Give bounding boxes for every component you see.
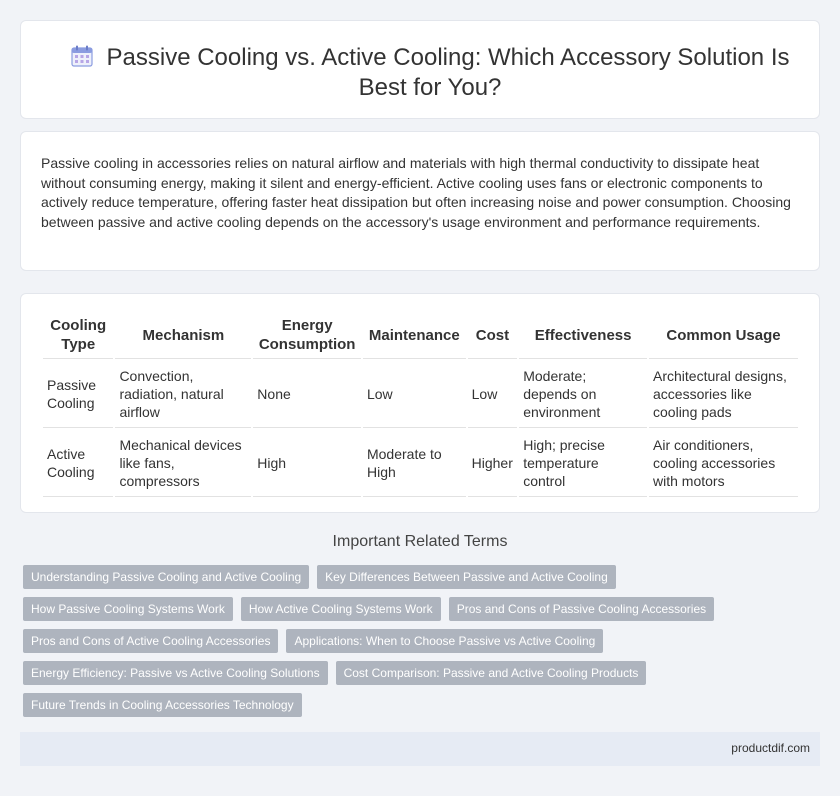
table-header: Cooling Type (43, 312, 113, 359)
related-terms-tags (23, 565, 723, 725)
related-term-tag[interactable]: Energy Efficiency: Passive vs Active Cooling Solutions (23, 661, 328, 685)
table-cell: Moderate; depends on environment (519, 361, 647, 428)
tag-row (23, 565, 723, 589)
page-title (61, 43, 799, 103)
table-header: Maintenance (363, 312, 466, 359)
related-term-tag[interactable]: Cost Comparison: Passive and Active Cooling Products (336, 661, 647, 685)
table-header: Common Usage (649, 312, 798, 359)
tag-row (23, 597, 723, 621)
comparison-table (41, 310, 800, 499)
footer-site-link[interactable]: productdif.com (731, 741, 810, 755)
related-term-tag[interactable]: How Active Cooling Systems Work (241, 597, 441, 621)
related-term-tag[interactable]: Understanding Passive Cooling and Active Cooling (23, 565, 309, 589)
title-text: Passive Cooling vs. Active Cooling: Which Accessory Solution Is Best for You? (106, 44, 790, 101)
table-row (43, 430, 798, 497)
table-header: Energy Consumption (253, 312, 361, 359)
related-terms-title: Important Related Terms (332, 533, 508, 550)
table-cell: None (253, 361, 361, 428)
table-header: Cost (468, 312, 518, 359)
table-cell: High (253, 430, 361, 497)
tag-row (23, 661, 723, 685)
table-cell: Architectural designs, accessories like cooling pads (649, 361, 798, 428)
table-cell: Higher (468, 430, 518, 497)
related-term-tag[interactable]: Applications: When to Choose Passive vs Active Cooling (286, 629, 603, 653)
related-term-tag[interactable]: Pros and Cons of Active Cooling Accessories (23, 629, 278, 653)
related-term-tag[interactable]: How Passive Cooling Systems Work (23, 597, 233, 621)
table-row (43, 361, 798, 428)
title-wrap (61, 43, 799, 103)
calendar-icon (71, 45, 93, 67)
table-cell: Active Cooling (43, 430, 113, 497)
tag-row (23, 693, 723, 717)
table-cell: Low (363, 361, 466, 428)
table-header: Mechanism (115, 312, 251, 359)
comparison-table-card (20, 293, 820, 513)
table-header: Effectiveness (519, 312, 647, 359)
table-cell: Air conditioners, cooling accessories with motors (649, 430, 798, 497)
related-term-tag[interactable]: Pros and Cons of Passive Cooling Accessories (449, 597, 714, 621)
footer (20, 732, 820, 766)
table-cell: Moderate to High (363, 430, 466, 497)
table-cell: High; precise temperature control (519, 430, 647, 497)
table-cell: Passive Cooling (43, 361, 113, 428)
intro-card (20, 131, 820, 271)
related-term-tag[interactable]: Future Trends in Cooling Accessories Technology (23, 693, 302, 717)
intro-paragraph: Passive cooling in accessories relies on natural airflow and materials with high thermal conductivity to dissipate heat without consuming energy, making it silent and energy-efficient. Active cooling uses fans or electronic components to actively reduce temperature, offering faster heat dissipation but often increasing noise and power consumption. Choosing between passive and active cooling depends on the accessory's usage environment and performance requirements. (41, 155, 791, 230)
tag-row (23, 629, 723, 653)
table-cell: Convection, radiation, natural airflow (115, 361, 251, 428)
table-header-row (43, 312, 798, 359)
header-card (20, 20, 820, 119)
table-cell: Mechanical devices like fans, compressors (115, 430, 251, 497)
table-cell: Low (468, 361, 518, 428)
related-term-tag[interactable]: Key Differences Between Passive and Active Cooling (317, 565, 616, 589)
